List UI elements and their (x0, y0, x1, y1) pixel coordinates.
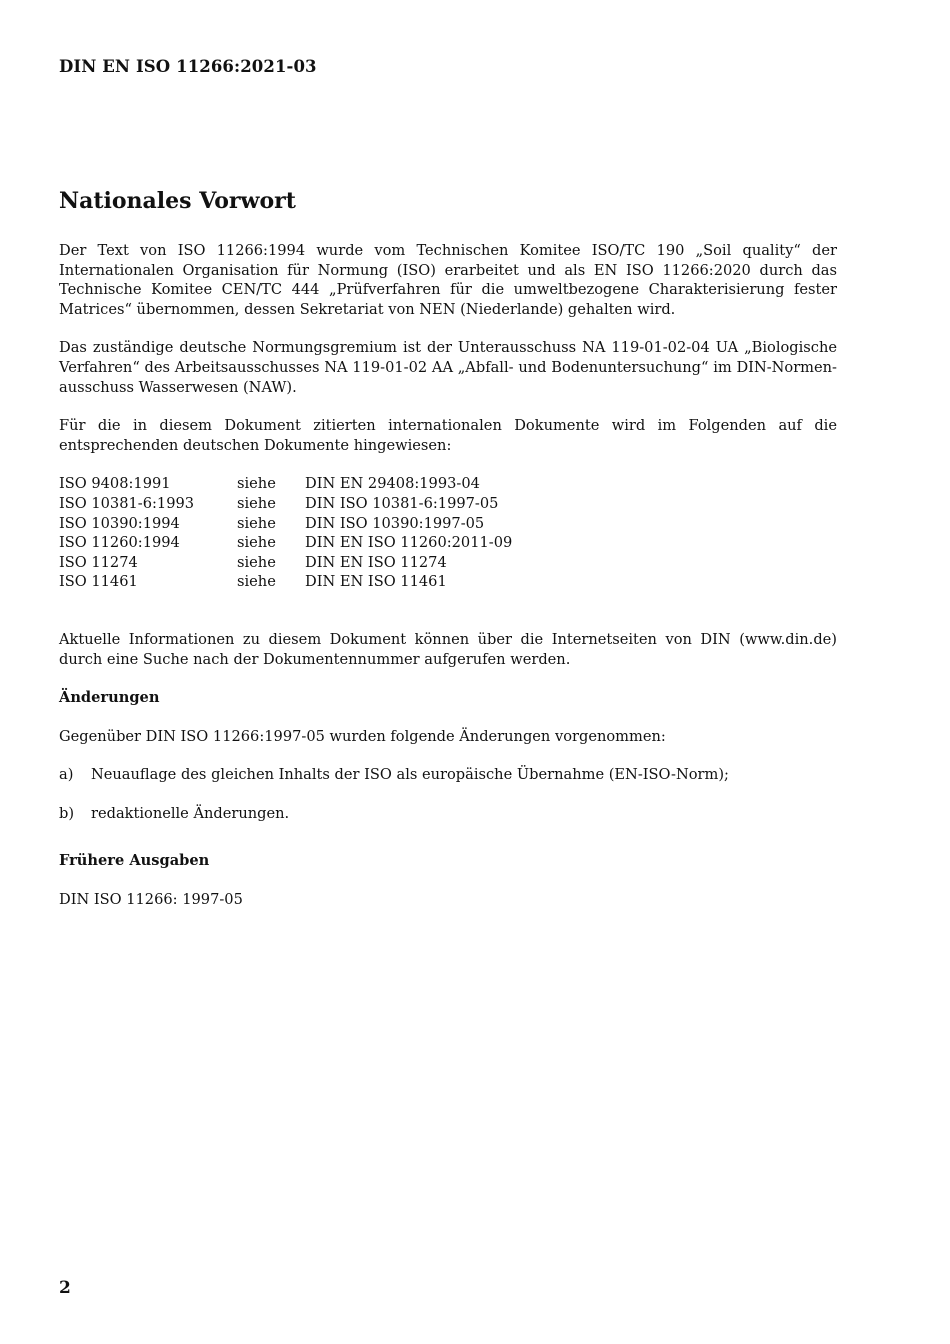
page-title: Nationales Vorwort (59, 188, 296, 214)
changes-list-item (59, 804, 837, 824)
see-label: siehe (237, 553, 276, 571)
iso-reference: ISO 11274 (59, 553, 138, 571)
din-reference: DIN EN 29408:1993-04 (305, 475, 480, 493)
main-content (59, 186, 837, 929)
reference-row (59, 553, 837, 573)
see-label: siehe (237, 534, 276, 552)
see-label: siehe (237, 514, 276, 532)
see-label: siehe (237, 475, 276, 493)
reference-row (59, 474, 837, 494)
din-reference: DIN ISO 10390:1997-05 (305, 514, 485, 532)
changes-intro: Gegenüber DIN ISO 11266:1997-05 wurden folgende Änderungen vorgenommen: (59, 727, 666, 745)
see-label: siehe (237, 573, 276, 591)
page-number: 2 (59, 1278, 71, 1298)
iso-reference: ISO 9408:1991 (59, 475, 171, 493)
din-reference: DIN EN ISO 11461 (305, 573, 447, 591)
previous-editions-text: DIN ISO 11266: 1997-05 (59, 891, 243, 909)
paragraph-online-info: Aktuelle Informationen zu diesem Dokument können über die Internetseiten von DIN (www.din.de) durch eine Suche nach der Dokumentennummer aufgerufen werden. (59, 630, 837, 668)
paragraph-committee: Das zuständige deutsche Normungsgremium ist der Unterausschuss NA 119-01-02-04 UA „Biologische Verfahren“ des Arbeitsausschusses NA 119-01-02 AA „Abfall- und Bodenuntersuchung“ im DIN-Normen-ausschuss Wasserwesen (NAW). (59, 339, 837, 396)
iso-reference: ISO 10390:1994 (59, 514, 180, 532)
see-label: siehe (237, 494, 276, 512)
changes-list-item (59, 765, 837, 785)
paragraph-origin: Der Text von ISO 11266:1994 wurde vom Technischen Komitee ISO/TC 190 „Soil quality“ der Internationalen Organisation für Normung (ISO) erarbeitet und als EN ISO 11266:2020 durch das Technische Komitee CEN/TC 444 „Prüfverfahren für die umweltbezogene Charakterisierung fester Matrices“ übernommen, dessen Sekretariat von NEN (Niederlande) gehalten wird. (59, 242, 837, 318)
paragraph-references-intro: Für die in diesem Dokument zitierten internationalen Dokumente wird im Folgenden auf die entsprechenden deutschen Dokumente hingewiesen: (59, 417, 837, 454)
iso-reference: ISO 11260:1994 (59, 534, 180, 552)
reference-row (59, 533, 837, 553)
list-item-text: Neuauflage des gleichen Inhalts der ISO als europäische Übernahme (EN-ISO-Norm); (91, 766, 729, 784)
din-reference: DIN EN ISO 11260:2011-09 (305, 534, 513, 552)
reference-row (59, 494, 837, 514)
iso-reference: ISO 10381-6:1993 (59, 494, 195, 512)
reference-row (59, 514, 837, 534)
changes-heading: Änderungen (59, 689, 160, 707)
document-id-header: DIN EN ISO 11266:2021-03 (59, 57, 317, 76)
list-item-label: a) (59, 766, 74, 784)
din-reference: DIN ISO 10381-6:1997-05 (305, 494, 499, 512)
list-item-text: redaktionelle Änderungen. (91, 804, 290, 822)
din-reference: DIN EN ISO 11274 (305, 553, 447, 571)
reference-row (59, 572, 837, 592)
iso-reference: ISO 11461 (59, 573, 138, 591)
previous-editions-heading: Frühere Ausgaben (59, 852, 210, 870)
list-item-label: b) (59, 804, 75, 822)
reference-table (59, 474, 837, 592)
